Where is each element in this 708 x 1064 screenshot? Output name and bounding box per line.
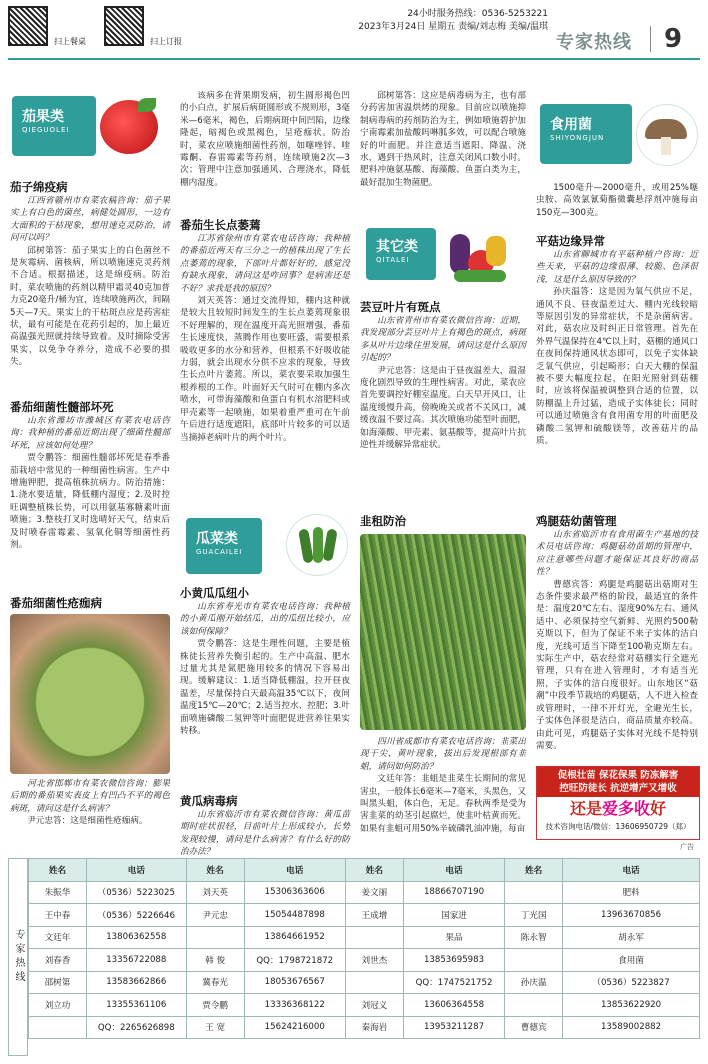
article-answer: 贾令鹏答：细菌性髓部坏死是春季番茄栽培中常见的一种细菌性病害。生产中增施钾肥，提高植株抗病力。防治措施：1.浇水要适量，降低棚内湿度；2.及时控旺调整植株长势，可以用氨基寡糖素叶面喷施；3.整枝打叉时选晴好天气，结束后及时喷春雷霉素、氢氧化铜等细菌性药剂。 — [10, 453, 170, 551]
contacts-header-cell: 电话 — [563, 859, 700, 882]
article-question: 河北省邯郸市有菜农微信咨询：膨果后期的番茄果实表皮上有凹凸不平的褐色病斑，请问这是什么病害？ — [10, 779, 170, 814]
contacts-cell: 13606364558 — [403, 994, 504, 1017]
contacts-cell: 刘冠义 — [345, 994, 403, 1017]
contacts-cell: 文廷年 — [29, 926, 87, 949]
ad-tag: 广告 — [680, 843, 694, 851]
mushroom-image — [636, 104, 698, 166]
article-jiuqu — [360, 736, 526, 835]
contacts-cell: 冀春光 — [186, 971, 244, 994]
article-jiuqu-cont — [536, 182, 698, 219]
article-pinggu — [536, 234, 698, 448]
ad-line-1: 促根壮苗 保花保果 防冻解害 — [557, 770, 679, 781]
contacts-cell: 13589002882 — [563, 1016, 700, 1039]
article-title: 芸豆叶片有斑点 — [360, 300, 441, 314]
article-answer: 尹元忠答：这是细菌性疮痂病。 — [27, 816, 148, 827]
contacts-cell: 王 宽 — [186, 1016, 244, 1039]
article-qiezi-mianyi — [10, 180, 170, 369]
contacts-cell — [505, 994, 563, 1017]
contacts-cell: 国家进 — [403, 904, 504, 927]
badge-guacai-sub: GUACAILEI — [196, 548, 243, 556]
header-rule — [8, 58, 700, 60]
contacts-row — [29, 971, 700, 994]
tomato-disease-photo — [10, 614, 170, 774]
contacts-cell: 13336368122 — [244, 994, 345, 1017]
badge-qita — [366, 228, 436, 280]
article-title: 韭租防治 — [360, 514, 406, 528]
article-bingdu-cont — [360, 90, 526, 189]
contacts-cell: 15624216000 — [244, 1016, 345, 1039]
article-title: 番茄生长点萎蔫 — [180, 218, 261, 232]
badge-shiyongjun — [540, 104, 632, 164]
contacts-cell: 13355361106 — [86, 994, 186, 1017]
article-continuation: 该病多在背果期发病，初生圆形褐色凹的小白点，扩展后病斑圆形或不规则形，3毫米—6毫米，褐色，后期病斑中间凹陷，边缘隆起，暗褐色或黑褐色，呈疮痂状。防治时，菜农应喷施细菌性药剂，如噻唑锌、喹霉酮、春雷霉素等药剂，连续喷施2次—3次；管理中注意加强通风、合理浇水，降低棚内湿度。 — [180, 91, 350, 188]
contacts-header-row — [29, 859, 700, 882]
contacts-cell: 邵树第 — [29, 971, 87, 994]
contacts-cell: 13583662866 — [86, 971, 186, 994]
ad-brand: 爱多收 — [601, 799, 650, 818]
contacts-table — [28, 858, 700, 1039]
contacts-cell: 13864661952 — [244, 926, 345, 949]
badge-guacai-title: 瓜菜类 — [196, 531, 238, 547]
page-number: 9 — [664, 24, 683, 54]
article-question: 四川省成都市有菜农电话咨询：韭菜出现干尖、黄叶现象，拔出后发现根部有韭蛆，请问如何防治？ — [360, 737, 526, 772]
contacts-cell: （0536）5223827 — [563, 971, 700, 994]
contacts-cell: 刘天英 — [186, 881, 244, 904]
contacts-header-cell: 姓名 — [29, 859, 87, 882]
contacts-cell: 果品 — [403, 926, 504, 949]
qr-label-left: 扫上餐桌 — [54, 37, 86, 46]
contacts-header-cell: 电话 — [403, 859, 504, 882]
contacts-cell: 15054487898 — [244, 904, 345, 927]
article-fanqie-suibu — [10, 400, 170, 551]
article-shengzhangdian — [180, 218, 350, 444]
badge-shiyongjun-sub: SHIYONGJUN — [550, 134, 605, 142]
contacts-cell: 曹德宾 — [505, 1016, 563, 1039]
contacts-cell: 王成增 — [345, 904, 403, 927]
contacts-cell: 丁光国 — [505, 904, 563, 927]
article-answer: 曹德宾答：鸡腿是鸡腿菇出菇期对生态条件要求最严格的阶段，最适宜的条件是：温度20℃左右、湿度90%左右、通风适中、必须保持空气新鲜、光照约500勒克斯以下，但为了保证不来子实体的洁白度，光线可适当下降至100勒克斯左右。实际生产中，菇农经常对菇棚实行全遮光管理，只有在进入管理时，才有适当光照，子实体的洁白度很好。山东地区“菇潮”中段季节栽培的鸡腿菇，人不进入检查或管理时，一律不开灯光，全避光生长，子实体色泽很是洁白，商品质量亦较高。由此可见，鸡腿菇子实体对光线不是特别需要。 — [536, 579, 698, 751]
contacts-cell: 姜文丽 — [345, 881, 403, 904]
article-yundou — [360, 300, 526, 451]
article-title: 番茄细菌性髓部坏死 — [10, 400, 114, 414]
article-chuangjia-cont — [180, 90, 350, 189]
contacts-cell — [345, 971, 403, 994]
contacts-cell: 贾令鹏 — [186, 994, 244, 1017]
article-title: 平菇边缘异常 — [536, 234, 605, 248]
contacts-cell: 食用菌 — [563, 949, 700, 972]
contacts-header-cell: 姓名 — [505, 859, 563, 882]
article-continuation: 邱树第答：这应是病毒病为主，也有部分药害加害温烘烤的现象。目前应以喷施抑制病毒病的药剂防治为主，例如喷施碧护加宁南霉素加盐酸吗啉胍多效，可以配合喷施好的叶面肥。并注意适当遮阳、降温、浇水，遇到干热风时，注意关闭风口数小时。肥料冲施氨基酸、海藻酸、鱼蛋白类为主，最好混加生物菌肥。 — [360, 91, 526, 188]
hotline-number: 24小时服务热线：0536-5253221 — [407, 9, 548, 19]
ad-box — [536, 766, 700, 840]
contacts-cell: 韩 俊 — [186, 949, 244, 972]
article-answer: 贾令鹏答：这是生理性问题，主要是植株徒长营养失衡引起的。生产中高温、肥水过量尤其是氮肥施用较多的情况下容易出现。缓解建议：1.适当降低棚温，拉开昼夜温差，尽量保持白天最高温35℃以下，夜间温度15℃—20℃；2.适当控水、控肥；3.叶面喷施磷酸二氢钾等叶面肥促进营养往果实转移。 — [180, 639, 350, 737]
contacts-cell: 13853695983 — [403, 949, 504, 972]
article-answer: 尹元忠答：这是由于昼夜温差大，温湿度化剧烈导致的生理性病害。对此，菜农应首先要调控好棚室温度。白天早开风口，让温度缓慢升高，傍晚晚关或者不关风口，减缓夜温不要过高。其次喷施功能型叶面肥，如海藻酸、甲壳素、氨基酸等，提高叶片抗逆性并缓解异常症状。 — [360, 365, 526, 451]
contacts-row — [29, 904, 700, 927]
contacts-cell: 秦海岩 — [345, 1016, 403, 1039]
contacts-header-cell: 姓名 — [186, 859, 244, 882]
contacts-row — [29, 1016, 700, 1039]
contacts-header-cell: 电话 — [244, 859, 345, 882]
contacts-cell: 刘春香 — [29, 949, 87, 972]
article-answer: 邱树第答：茄子果实上的白色菌丝不是灰霉病、菌核病，所以喷施速克灵药剂不合适。根据描述，这是绵疫病。防治时，菜农喷施的药剂以精甲霜灵40克加普力克20毫升/桶为宜，连续喷施两次，间隔5天—7天。果实上的干枯斑点应是药害症状，最有可能是在花药引起的，加上最近高温强光照就持续导致着。及时摘除受害果实，以免争夺养分，造成不必要的损失。 — [10, 245, 170, 368]
contacts-cell: 刘世杰 — [345, 949, 403, 972]
article-title: 黄瓜病毒病 — [180, 794, 238, 808]
contacts-cell: 15306363606 — [244, 881, 345, 904]
contacts-cell: QQ：1747521752 — [403, 971, 504, 994]
qr-code-left — [8, 6, 48, 46]
article-question: 山东省寿光市有菜农电话咨询：我种植的小黄瓜刚开始结瓜，出的瓜纽比较小，应该如何保障？ — [180, 602, 350, 637]
contacts-cell: 陈永智 — [505, 926, 563, 949]
article-title: 小黄瓜瓜纽小 — [180, 586, 249, 600]
contacts-cell: 胡永军 — [563, 926, 700, 949]
ad-contact: 技术咨询电话/微信：13606950729（郑） — [545, 822, 691, 831]
contacts-header-cell: 姓名 — [345, 859, 403, 882]
contacts-cell: 王中春 — [29, 904, 87, 927]
contacts-cell: （0536）5223025 — [86, 881, 186, 904]
contacts-cell: 13356722088 — [86, 949, 186, 972]
article-title: 番茄细菌性疮痂病 — [10, 596, 102, 610]
contacts-cell: QQ：1798721872 — [244, 949, 345, 972]
qr-code-right — [104, 6, 144, 46]
contacts-cell — [186, 926, 244, 949]
article-xiaohuanggua — [180, 586, 350, 737]
badge-guacai — [186, 518, 262, 574]
date-line: 2023年3月24日 星期五 责编/刘志梅 美编/温琪 — [358, 22, 548, 32]
hotline-info — [248, 8, 548, 34]
vegetables-image — [446, 226, 514, 286]
contacts-cell: （0536）5226646 — [86, 904, 186, 927]
tomato-leaf-image — [138, 98, 156, 112]
article-jituigu — [536, 514, 698, 752]
article-question: 山东省聊城市有平菇种植户咨询：近些天来，平菇的边缘很薄、较脆、色泽很浅，这是什么原因导致的？ — [536, 250, 698, 285]
ad-slogan-pre: 还是 — [569, 799, 602, 818]
contacts-cell: 孙庆温 — [505, 971, 563, 994]
contacts-cell: 刘立功 — [29, 994, 87, 1017]
contacts-cell: 尹元忠 — [186, 904, 244, 927]
contacts-cell — [29, 1016, 87, 1039]
contacts-row — [29, 949, 700, 972]
header-divider — [650, 26, 651, 52]
contacts-row — [29, 994, 700, 1017]
article-question: 山东省潍坊市潍城区有菜农电话咨询：我种植的番茄近期出现了细菌性髓部坏死，应该如何处理？ — [10, 416, 170, 451]
article-title: 鸡腿菇幼菌管理 — [536, 514, 617, 528]
contacts-cell: 朱振华 — [29, 881, 87, 904]
chive-field-photo — [360, 534, 526, 730]
article-question: 山东省临沂市有食用菌生产基地的技术员电话咨询：鸡腿菇幼苗期的管理中，应注意哪些问题才能保证其良好的商品性？ — [536, 530, 698, 578]
article-question: 江西省赣州市有菜农稿咨询：茄子果实上有白色的菌丝，病健处圆形，一边有大面积的干枯现象，想用速克灵防治，请问可以吗？ — [10, 196, 170, 244]
contacts-cell: 18053676567 — [244, 971, 345, 994]
contacts-side-label: 专家热线 — [8, 858, 28, 1056]
contacts-header-cell: 电话 — [86, 859, 186, 882]
badge-qiezi — [12, 96, 96, 156]
contacts-cell: 肥料 — [563, 881, 700, 904]
contacts-cell: QQ：2265626898 — [86, 1016, 186, 1039]
article-question: 江苏省徐州市有菜农电话咨询：我种植的番茄近两天有三分之一的植株出现了生长点萎蔫的现象，下部叶片都好好的，感觉没有缺水现象，请问这是咋回事？是病害还是不好？求我是我的原因？ — [180, 234, 350, 294]
article-answer: 文廷年答：韭蛆是韭菜生长期间的常见害虫，一般体长6毫米—7毫米，头黑色，又叫黑头蛆，体白色，无足。春秋两季是受为害韭菜的幼茎引起腐烂，使韭叶枯黄而死。如果有韭蛆可用50%辛硫磷乳油冲施，每亩 — [360, 774, 526, 834]
contacts-cell: 18866707190 — [403, 881, 504, 904]
badge-qiezi-title: 茄果类 — [22, 109, 64, 125]
qr-label-right: 扫上订报 — [150, 37, 182, 46]
contacts-row — [29, 926, 700, 949]
section-title: 专家热线 — [556, 32, 632, 53]
ad-slogan-post: 好 — [650, 799, 667, 818]
contacts-row — [29, 881, 700, 904]
contacts-cell: 13853622920 — [563, 994, 700, 1017]
article-question: 山东省临沂市有菜农微信咨询：黄瓜苗期时症状很轻，目前叶片上形成较小，长势发现较慢，请问是什么病害？有什么好的防治办法？ — [180, 810, 350, 858]
article-continuation: 1500毫升—2000毫升，或用25%噻虫胺、高效氯氰菊酯微囊悬浮剂冲施每亩150克—300克。 — [536, 183, 698, 218]
contacts-cell — [505, 949, 563, 972]
article-answer: 刘天英答：通过交流得知，棚内这种就是较大且较短时间发生的生长点萎蔫现象很不好理解的，现在温度开高光照增强，番茄生长速度快，蒸腾作用也要旺盛，需要根系吸收更多的水分和营养，但根系不好吸收能力弱，就会出现水分供不应求的现象，导致生长点叶片萎蔫。所以，菜农要采取加强生根养根的工作。叶面好天气时可在棚内多次喷水，可带海藻酸和鱼蛋白有机水溶肥料或甲壳素等一起喷施，如果着重严重可在午前午后进行适度遮阳，底部叶片较多的可以适当摘掉老病叶片的两个叶片。 — [180, 296, 350, 443]
article-question: 山东省青州市有菜农微信咨询：近期，我发现部分芸豆叶片上有褐色的斑点，病斑多从叶片边缘往里发展，请问这是什么原因引起的？ — [360, 316, 526, 364]
contacts-cell: 13806362558 — [86, 926, 186, 949]
badge-qiezi-sub: QIEGUOLEI — [22, 126, 70, 134]
article-huanggua-bingdu — [180, 794, 350, 859]
badge-qita-title: 其它类 — [376, 239, 418, 255]
article-answer: 孙庆温答：这是因为氧气供应不足，通风不良、昼夜温差过大、棚内光线较暗等原因引发的异常症状，不是杂菌病害。对此，菇农应及时纠正日常管理。首先在外界气温保持在4℃以上时，菇棚的通风口在夜间保持通风状态即可，以免子实体缺乏氧气供应，引起畸形；白天大棚的保温被不要大幅度拉起，在阳光照射到菇棚时，应该将保温被调整到合适的位置，以防棚温上升过猛，造成子实体徒长；同时可以通过喷施含有食用菌专用的叶面肥及磷酸二氢钾和硫酸镁等，改善菇片的品质。 — [536, 287, 698, 447]
ad-slogan — [537, 797, 699, 821]
contacts-cell: 13953211287 — [403, 1016, 504, 1039]
ad-line-2: 控旺防徒长 抗逆增产又增收 — [559, 783, 677, 794]
badge-shiyongjun-title: 食用菌 — [550, 117, 592, 133]
article-fanqie-chuangjia — [10, 778, 170, 828]
contacts-cell — [345, 926, 403, 949]
article-title: 茄子绵疫病 — [10, 180, 68, 194]
contacts-cell — [505, 881, 563, 904]
cucumber-image — [286, 514, 348, 576]
contacts-cell: 13963670856 — [563, 904, 700, 927]
badge-qita-sub: QITALEI — [376, 256, 410, 264]
